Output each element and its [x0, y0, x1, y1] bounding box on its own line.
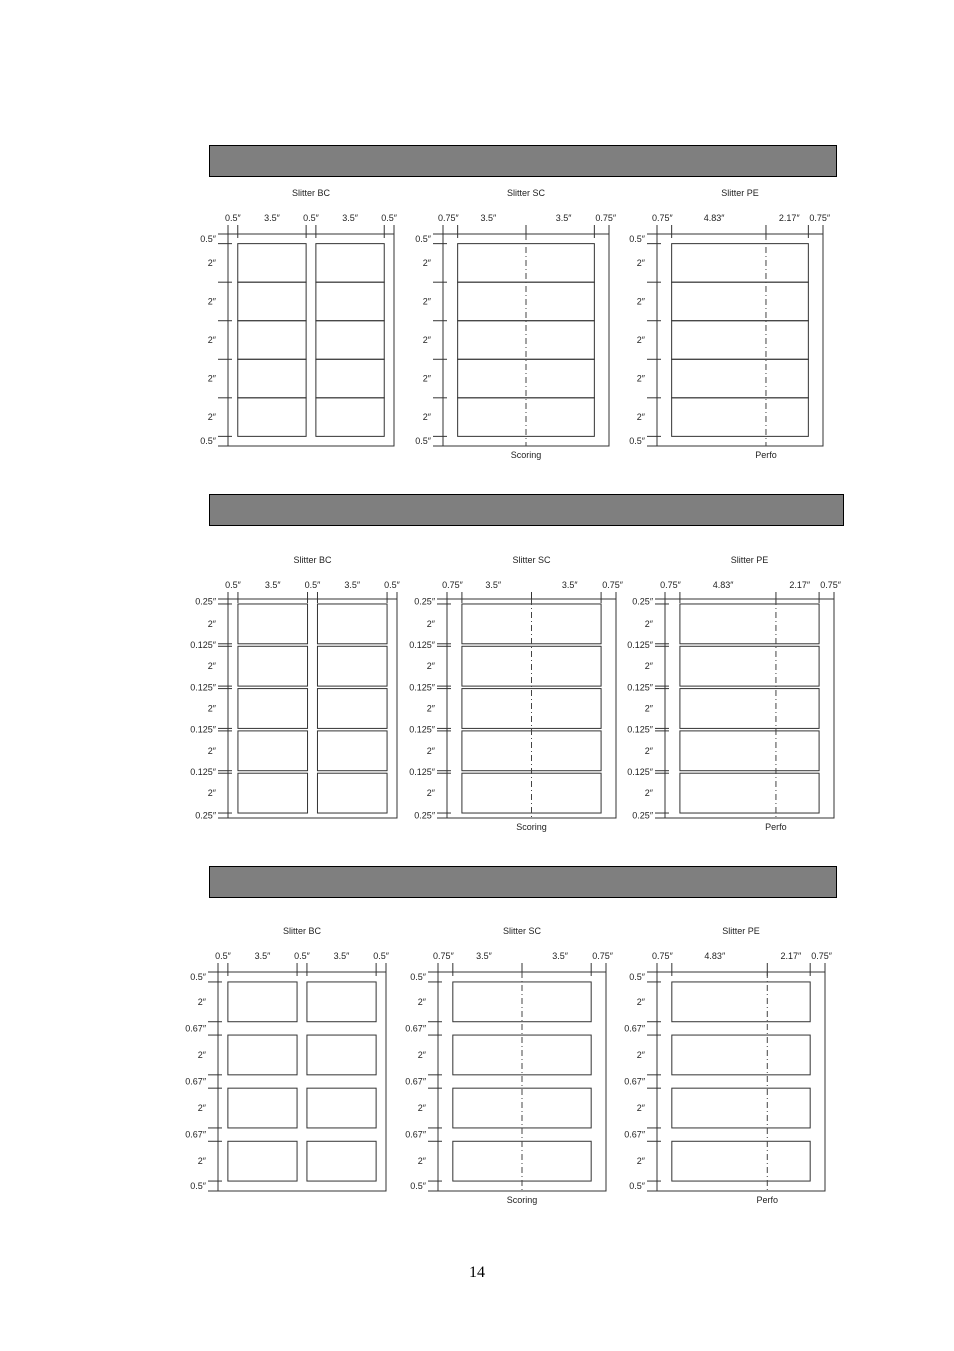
column-dimension-label: 2.17″ — [780, 951, 802, 961]
business-card — [462, 604, 601, 644]
row-dimension-label: 0.125″ — [190, 682, 216, 693]
row-dimension-label: 2″ — [207, 661, 216, 672]
row-dimension-label: 2″ — [417, 996, 426, 1007]
row-dimension-label: 0.125″ — [190, 766, 216, 777]
row-dimension-label: 0.125″ — [190, 724, 216, 735]
business-card — [317, 604, 387, 644]
business-card — [680, 646, 819, 686]
sheet-outline — [665, 599, 834, 818]
column-dimension-label: 0.5″ — [294, 951, 310, 961]
business-card — [307, 1141, 376, 1181]
business-card — [228, 1141, 297, 1181]
business-card — [317, 646, 387, 686]
row-dimension-label: 2″ — [197, 1103, 206, 1114]
row-dimension-label: 2″ — [207, 618, 216, 629]
business-card — [317, 689, 387, 729]
business-card — [316, 321, 384, 360]
business-card — [238, 604, 308, 644]
column-dimension-label: 0.75″ — [592, 951, 613, 961]
row-dimension-label: 2″ — [422, 296, 431, 307]
row-dimension-label: 0.5″ — [410, 1181, 426, 1192]
column-dimension-label: 0.75″ — [820, 580, 841, 590]
business-card — [238, 731, 308, 771]
column-dimension-label: 3.5″ — [552, 951, 568, 961]
column-dimension-label: 0.75″ — [660, 580, 681, 590]
row-dimension-label: 0.5″ — [415, 436, 431, 447]
row-dimension-label: 0.67″ — [624, 1076, 645, 1087]
column-dimension-label: 3.5″ — [480, 213, 497, 223]
row-dimension-label: 2″ — [207, 335, 216, 345]
business-card — [316, 282, 384, 321]
row-dimension-label: 0.5″ — [190, 1181, 206, 1192]
column-dimension-label: 4.83″ — [703, 213, 725, 223]
business-card — [680, 689, 819, 729]
scoring-label: Scoring — [506, 1195, 538, 1205]
column-dimension-label: 0.75″ — [651, 213, 673, 223]
row-dimension-label: 0.25″ — [632, 596, 653, 607]
business-card — [238, 244, 306, 283]
panel-title: Slitter BC — [293, 555, 332, 565]
business-card — [680, 731, 819, 771]
row-dimension-label: 0.125″ — [409, 724, 435, 735]
row-dimension-label: 2″ — [207, 257, 216, 268]
row-dimension-label: 0.25″ — [414, 810, 435, 821]
column-dimension-label: 3.5″ — [555, 213, 572, 223]
column-dimension-label: 0.75″ — [652, 951, 673, 961]
column-dimension-label: 3.5″ — [561, 580, 578, 590]
row-dimension-label: 0.125″ — [409, 682, 435, 693]
row-dimension-label: 2″ — [426, 745, 435, 756]
business-card — [672, 1035, 810, 1075]
row-dimension-label: 2″ — [636, 1049, 645, 1060]
row-dimension-label: 2″ — [417, 1156, 426, 1167]
row-dimension-label: 0.67″ — [185, 1129, 206, 1140]
column-dimension-label: 3.5″ — [342, 213, 358, 223]
panel-title: Slitter PE — [730, 555, 769, 565]
row-dimension-label: 0.5″ — [410, 971, 426, 982]
row-dimension-label: 0.67″ — [405, 1023, 426, 1034]
column-dimension-label: 3.5″ — [264, 213, 280, 223]
row-dimension-label: 2″ — [636, 412, 645, 423]
column-dimension-label: 3.5″ — [264, 580, 281, 590]
business-card — [316, 244, 384, 283]
row-dimension-label: 0.5″ — [415, 233, 431, 244]
row-dimension-label: 2″ — [422, 412, 431, 423]
panel-title: Slitter SC — [512, 555, 551, 565]
column-dimension-label: 0.75″ — [811, 951, 832, 961]
column-dimension-label: 0.5″ — [303, 213, 319, 223]
panel-title: Slitter PE — [721, 188, 759, 198]
sheet-outline — [228, 599, 397, 818]
business-card — [238, 646, 308, 686]
business-card — [672, 982, 810, 1022]
column-dimension-label: 2.17″ — [789, 580, 811, 590]
row-dimension-label: 2″ — [636, 1156, 645, 1167]
column-dimension-label: 4.83″ — [704, 951, 726, 961]
perfo-label: Perfo — [755, 450, 777, 460]
business-card — [228, 982, 297, 1022]
row-dimension-label: 2″ — [636, 296, 645, 307]
row-dimension-label: 0.67″ — [624, 1023, 645, 1034]
row-dimension-label: 2″ — [422, 257, 431, 268]
column-dimension-label: 3.5″ — [476, 951, 492, 961]
column-dimension-label: 0.75″ — [442, 580, 463, 590]
business-card — [238, 321, 306, 360]
row-dimension-label: 0.125″ — [409, 640, 435, 651]
row-dimension-label: 2″ — [197, 1049, 206, 1060]
row-dimension-label: 0.25″ — [632, 810, 653, 821]
row-dimension-label: 2″ — [422, 335, 431, 345]
panel-title: Slitter BC — [282, 926, 322, 936]
business-card — [672, 1141, 810, 1181]
row-dimension-label: 2″ — [644, 788, 653, 799]
row-dimension-label: 0.25″ — [414, 596, 435, 607]
row-dimension-label: 0.125″ — [627, 766, 653, 777]
business-card — [672, 1088, 810, 1128]
column-dimension-label: 0.5″ — [384, 580, 400, 590]
row-dimension-label: 0.25″ — [195, 596, 216, 607]
column-dimension-label: 0.5″ — [225, 213, 241, 223]
scoring-label: Scoring — [516, 822, 547, 832]
row-dimension-label: 0.67″ — [185, 1076, 206, 1087]
business-card — [317, 731, 387, 771]
row-dimension-label: 0.5″ — [200, 436, 216, 447]
row-dimension-label: 2″ — [417, 1103, 426, 1114]
column-dimension-label: 0.75″ — [602, 580, 623, 590]
business-card — [672, 321, 809, 360]
business-card — [317, 773, 387, 813]
column-dimension-label: 0.5″ — [215, 951, 231, 961]
column-dimension-label: 3.5″ — [333, 951, 350, 961]
row-dimension-label: 0.5″ — [629, 971, 645, 982]
column-dimension-label: 3.5″ — [344, 580, 361, 590]
row-dimension-label: 0.67″ — [405, 1076, 426, 1087]
business-card — [316, 398, 384, 437]
panel-title: Slitter SC — [502, 926, 542, 936]
row-dimension-label: 2″ — [197, 996, 206, 1007]
panel-title: Slitter PE — [722, 926, 760, 936]
business-card — [672, 244, 809, 283]
column-dimension-label: 0.5″ — [304, 580, 321, 590]
row-dimension-label: 0.125″ — [627, 682, 653, 693]
business-card — [307, 982, 376, 1022]
row-dimension-label: 0.67″ — [405, 1129, 426, 1140]
row-dimension-label: 0.5″ — [190, 971, 206, 982]
business-card — [228, 1035, 297, 1075]
row-dimension-label: 2″ — [636, 257, 645, 268]
business-card — [672, 398, 809, 437]
column-dimension-label: 4.83″ — [712, 580, 734, 590]
row-dimension-label: 2″ — [644, 703, 653, 714]
page-number: 14 — [469, 1264, 485, 1281]
column-dimension-label: 3.5″ — [254, 951, 271, 961]
row-dimension-label: 0.25″ — [195, 810, 216, 821]
row-dimension-label: 2″ — [422, 373, 431, 384]
business-card — [228, 1088, 297, 1128]
row-dimension-label: 0.5″ — [629, 436, 645, 447]
perfo-label: Perfo — [765, 822, 787, 832]
sheet-outline — [228, 234, 394, 446]
row-dimension-label: 2″ — [426, 661, 435, 672]
row-dimension-label: 2″ — [636, 1103, 645, 1114]
row-dimension-label: 2″ — [636, 996, 645, 1007]
business-card — [307, 1088, 376, 1128]
business-card — [680, 773, 819, 813]
business-card — [672, 359, 809, 398]
row-dimension-label: 0.5″ — [629, 1181, 645, 1192]
row-dimension-label: 2″ — [644, 745, 653, 756]
business-card — [307, 1035, 376, 1075]
sheet-outline — [218, 972, 386, 1191]
panel-title: Slitter SC — [506, 188, 546, 198]
panel-title: Slitter BC — [291, 188, 331, 198]
row-dimension-label: 2″ — [426, 618, 435, 629]
column-dimension-label: 0.5″ — [225, 580, 241, 590]
row-dimension-label: 0.67″ — [185, 1023, 206, 1034]
row-dimension-label: 2″ — [417, 1049, 426, 1060]
row-dimension-label: 2″ — [426, 703, 435, 714]
row-dimension-label: 2″ — [197, 1156, 206, 1167]
perfo-label: Perfo — [756, 1195, 779, 1205]
column-dimension-label: 0.5″ — [381, 213, 397, 223]
row-dimension-label: 2″ — [207, 412, 216, 423]
business-card — [238, 773, 308, 813]
row-dimension-label: 0.125″ — [627, 724, 653, 735]
row-dimension-label: 2″ — [644, 661, 653, 672]
row-dimension-label: 0.125″ — [409, 766, 435, 777]
business-card — [238, 359, 306, 398]
row-dimension-label: 2″ — [426, 788, 435, 799]
column-dimension-label: 0.75″ — [437, 213, 459, 223]
row-dimension-label: 0.125″ — [627, 640, 653, 651]
column-dimension-label: 0.75″ — [809, 213, 831, 223]
business-card — [238, 689, 308, 729]
business-card — [680, 604, 819, 644]
row-dimension-label: 0.5″ — [629, 233, 645, 244]
scoring-label: Scoring — [510, 450, 542, 460]
column-dimension-label: 0.75″ — [433, 951, 454, 961]
column-dimension-label: 3.5″ — [485, 580, 502, 590]
row-dimension-label: 2″ — [207, 745, 216, 756]
sheet-outline — [657, 972, 825, 1191]
column-dimension-label: 0.5″ — [373, 951, 389, 961]
row-dimension-label: 2″ — [636, 373, 645, 384]
business-card — [238, 282, 306, 321]
row-dimension-label: 2″ — [644, 618, 653, 629]
column-dimension-label: 2.17″ — [778, 213, 800, 223]
business-card — [453, 1141, 591, 1181]
row-dimension-label: 0.67″ — [624, 1129, 645, 1140]
row-dimension-label: 2″ — [207, 296, 216, 307]
row-dimension-label: 0.5″ — [200, 233, 216, 244]
business-card — [238, 398, 306, 437]
business-card — [316, 359, 384, 398]
row-dimension-label: 2″ — [207, 788, 216, 799]
business-card — [672, 282, 809, 321]
column-dimension-label: 0.75″ — [595, 213, 617, 223]
row-dimension-label: 0.125″ — [190, 640, 216, 651]
row-dimension-label: 2″ — [636, 335, 645, 345]
row-dimension-label: 2″ — [207, 373, 216, 384]
sheet-outline — [657, 234, 823, 446]
row-dimension-label: 2″ — [207, 703, 216, 714]
